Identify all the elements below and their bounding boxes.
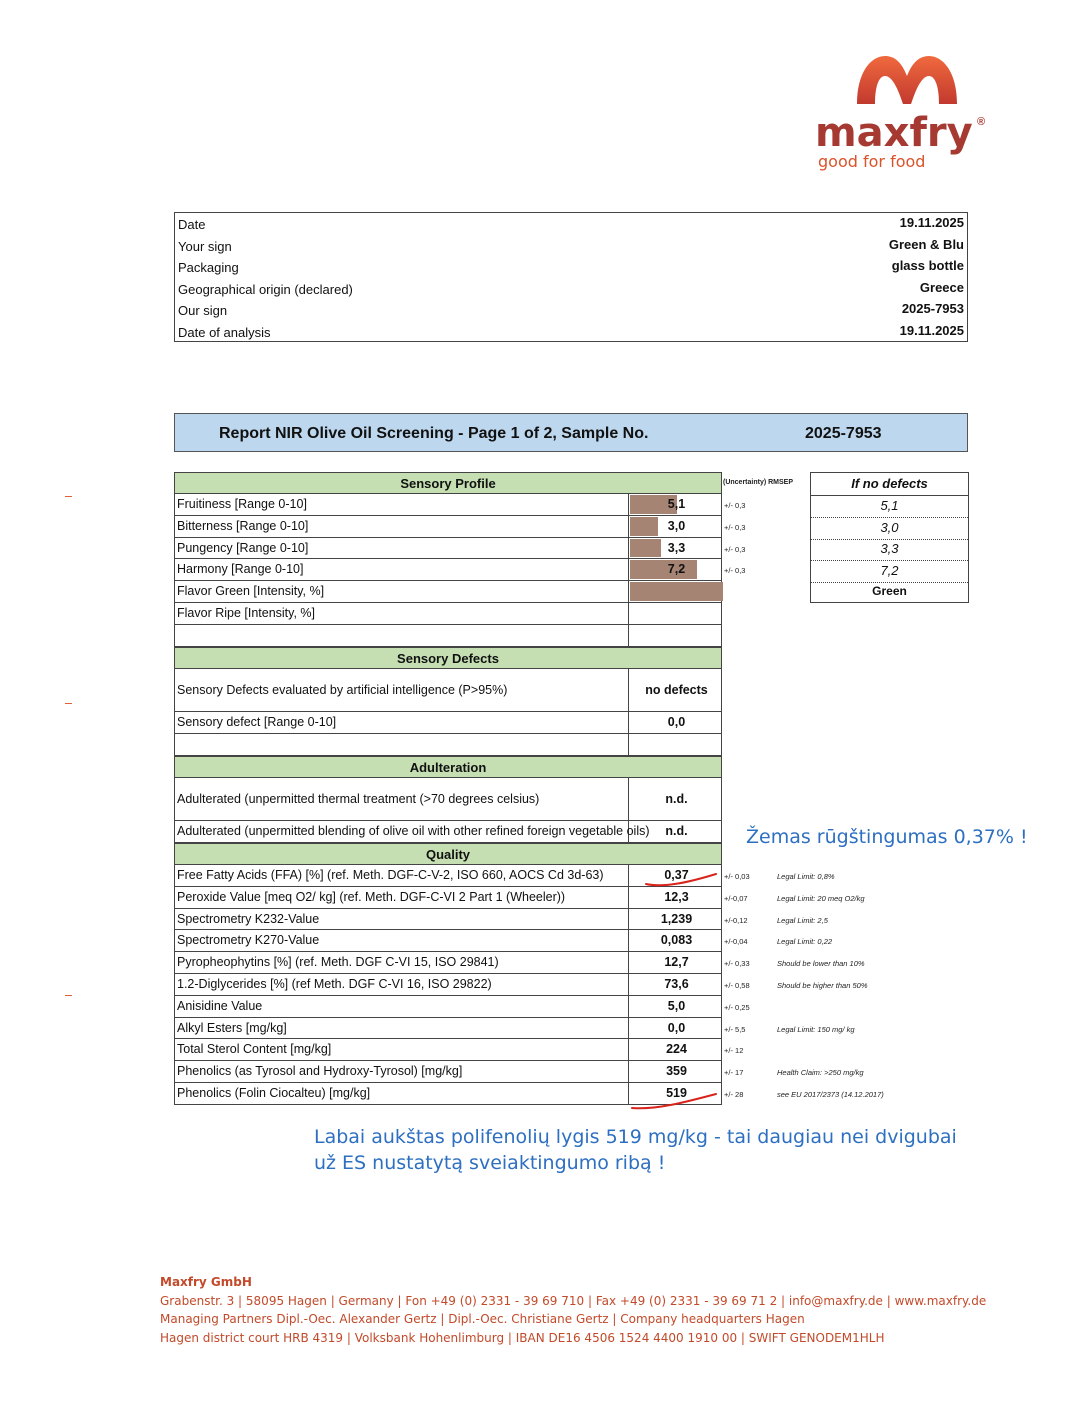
- row-label: Spectrometry K270-Value: [177, 933, 320, 948]
- row-label: Anisidine Value: [177, 998, 263, 1013]
- cell-divider: [628, 1018, 629, 1039]
- row-label: 1.2-Diglycerides [%] (ref Meth. DGF C-VI 16, ISO 29822): [177, 977, 492, 991]
- if-no-defects-value: 5,1: [811, 495, 968, 518]
- phenol-annotation-line2: už ES nustatytą sveiaktingumo ribą !: [314, 1152, 666, 1174]
- report-sample-number: 2025-7953: [805, 425, 882, 442]
- section-header: Quality: [174, 843, 722, 865]
- row-label: Pungency [Range 0-10]: [177, 540, 309, 555]
- footer: [160, 1273, 986, 1347]
- phenol-underline-mark: [626, 1090, 720, 1114]
- footer-registry: Hagen district court HRB 4319 | Volksbank Hohenlimburg | IBAN DE16 4506 1524 4400 1910 00 | SWIFT GENODEM1HLH: [160, 1330, 885, 1345]
- uncertainty-value: +/- 0,58: [724, 981, 750, 990]
- info-label: Date: [178, 217, 206, 232]
- cell-divider: [628, 952, 629, 973]
- uncertainty-value: +/- 0,33: [724, 959, 750, 969]
- if-no-defects-value: 7,2: [811, 560, 968, 583]
- cell-divider: [628, 778, 629, 820]
- uncertainty-value: +/-0,07: [724, 893, 748, 903]
- if-no-defects-value: 3,0: [811, 517, 968, 540]
- row-value: 224: [666, 1042, 687, 1057]
- uncertainty-value: +/- 0,3: [724, 544, 746, 554]
- defects-row: [174, 712, 722, 734]
- row-value: 12,7: [664, 955, 689, 970]
- cell-divider: [628, 669, 629, 711]
- info-value: 19.11.2025: [899, 323, 964, 338]
- cell-divider: [628, 538, 629, 559]
- row-label: Adulterated (unpermitted blending of olive oil with other refined foreign vegetable oils): [177, 824, 650, 838]
- sensory-row: [174, 603, 722, 625]
- logo-registered-mark: ®: [977, 116, 986, 128]
- adulteration-row: [174, 821, 722, 843]
- ffa-underline-mark: [640, 868, 720, 892]
- row-label: Flavor Green [Intensity, %]: [177, 584, 325, 599]
- sensory-row: [174, 494, 722, 516]
- row-label: Fruitiness [Range 0-10]: [177, 497, 307, 511]
- section-header: Adulteration: [174, 756, 722, 778]
- empty-row: [174, 625, 722, 647]
- row-value: 5,1: [667, 497, 686, 511]
- cell-divider: [628, 734, 629, 755]
- margin-mark: [65, 703, 72, 704]
- info-label: Our sign: [178, 303, 228, 319]
- row-label: Phenolics (Folin Ciocalteu) [mg/kg]: [177, 1086, 371, 1100]
- sample-info-table: [174, 212, 968, 342]
- report-title: Report NIR Olive Oil Screening - Page 1 of 2, Sample No.: [219, 425, 649, 442]
- margin-mark: [65, 995, 72, 996]
- row-value: 73,6: [664, 977, 689, 991]
- sensory-row: [174, 581, 722, 603]
- row-value: 3,3: [667, 540, 686, 555]
- info-row: [175, 278, 967, 300]
- quality-row: [174, 909, 722, 931]
- uncertainty-value: +/- 0,3: [724, 522, 746, 532]
- row-label: Harmony [Range 0-10]: [177, 562, 304, 577]
- logo-wordmark: maxfry: [815, 110, 973, 156]
- info-value: 19.11.2025: [899, 215, 964, 230]
- cell-divider: [628, 865, 629, 886]
- cell-divider: [628, 1061, 629, 1082]
- info-row: [175, 321, 967, 343]
- logo-mark-icon: [853, 52, 973, 108]
- row-label: Sensory Defects evaluated by artificial intelligence (P>95%): [177, 683, 508, 697]
- row-value: 0,0: [667, 715, 686, 729]
- row-label: Adulterated (unpermitted thermal treatment (>70 degrees celsius): [177, 792, 540, 806]
- info-label: Date of analysis: [178, 325, 271, 340]
- maxfry-logo: [815, 52, 995, 172]
- cell-divider: [628, 559, 629, 580]
- cell-divider: [628, 516, 629, 537]
- info-row: [175, 256, 967, 278]
- row-value: n.d.: [665, 824, 688, 838]
- row-label: Sensory defect [Range 0-10]: [177, 715, 337, 729]
- limit-note: Should be higher than 50%: [777, 981, 868, 990]
- cell-divider: [628, 625, 629, 646]
- cell-divider: [628, 996, 629, 1017]
- info-value: Green & Blu: [888, 236, 964, 252]
- cell-divider: [628, 930, 629, 951]
- footer-address: Grabenstr. 3 | 58095 Hagen | Germany | Fon +49 (0) 2331 - 39 69 710 | Fax +49 (0) 2331 - 39 69 71 2 | info@maxfry.de | www.maxfry.de: [160, 1293, 987, 1308]
- section-header: Sensory Profile: [174, 472, 722, 494]
- sensory-row: [174, 516, 722, 538]
- row-value: 0,37: [664, 868, 689, 882]
- uncertainty-value: +/- 0,3: [724, 501, 746, 510]
- cell-divider: [628, 712, 629, 733]
- sensory-row: [174, 559, 722, 581]
- limit-note: Legal Limit: 150 mg/ kg: [777, 1024, 855, 1034]
- if-no-defects-value: 3,3: [811, 538, 968, 561]
- row-label: Alkyl Esters [mg/kg]: [177, 1020, 287, 1035]
- quality-row: [174, 930, 722, 952]
- uncertainty-value: +/- 0,3: [724, 566, 746, 576]
- uncertainty-value: +/- 5,5: [724, 1024, 746, 1034]
- adulteration-row: [174, 778, 722, 821]
- uncertainty-value: +/-0,04: [724, 937, 748, 947]
- quality-row: [174, 996, 722, 1018]
- cell-divider: [628, 974, 629, 995]
- info-row: [175, 213, 967, 235]
- cell-divider: [628, 494, 629, 515]
- quality-row: [174, 974, 722, 996]
- row-value: 3,0: [667, 518, 686, 533]
- row-value: 1,239: [660, 911, 693, 926]
- info-value: 2025-7953: [901, 301, 964, 317]
- if-no-defects-box: [810, 472, 969, 603]
- info-value: glass bottle: [891, 258, 964, 274]
- info-row: [175, 235, 967, 257]
- row-label: Spectrometry K232-Value: [177, 911, 320, 926]
- cell-divider: [628, 581, 629, 602]
- logo-tagline: good for food: [818, 152, 926, 171]
- cell-divider: [628, 887, 629, 908]
- info-label: Your sign: [178, 238, 232, 254]
- row-value: 359: [666, 1064, 687, 1079]
- info-row: [175, 299, 967, 321]
- report-header: [174, 413, 968, 452]
- phenol-annotation-line1: Labai aukštas polifenolių lygis 519 mg/kg - tai daugiau nei dvigubai: [314, 1126, 957, 1148]
- limit-note: see EU 2017/2373 (14.12.2017): [777, 1090, 884, 1099]
- info-label: Geographical origin (declared): [178, 281, 353, 297]
- row-label: Flavor Ripe [Intensity, %]: [177, 606, 316, 620]
- row-label: Phenolics (as Tyrosol and Hydroxy-Tyrosol) [mg/kg]: [177, 1064, 463, 1079]
- limit-note: Legal Limit: 0,8%: [777, 872, 835, 881]
- cell-divider: [628, 603, 629, 624]
- footer-partners: Managing Partners Dipl.-Oec. Alexander Gertz | Dipl.-Oec. Christiane Gertz | Company headquarters Hagen: [160, 1312, 805, 1326]
- footer-company: Maxfry GmbH: [160, 1275, 252, 1289]
- limit-note: Health Claim: >250 mg/kg: [777, 1068, 864, 1078]
- row-value: 0,0: [667, 1020, 686, 1035]
- row-label: Total Sterol Content [mg/kg]: [177, 1042, 332, 1057]
- cell-divider: [628, 909, 629, 930]
- info-label: Packaging: [178, 260, 239, 276]
- row-label: Bitterness [Range 0-10]: [177, 518, 309, 533]
- row-value: no defects: [645, 683, 708, 697]
- limit-note: Should be lower than 10%: [777, 959, 865, 969]
- limit-note: Legal Limit: 2,5: [777, 915, 828, 925]
- uncertainty-header: (Uncertainty) RMSEP: [723, 479, 794, 486]
- uncertainty-value: +/- 17: [724, 1068, 744, 1078]
- uncertainty-value: +/- 28: [724, 1090, 744, 1099]
- if-no-defects-header: If no defects: [811, 473, 968, 496]
- margin-mark: [65, 496, 72, 497]
- ffa-annotation: Žemas rūgštingumas 0,37% !: [746, 826, 1028, 848]
- quality-row: [174, 1039, 722, 1061]
- limit-note: Legal Limit: 20 meq O2/kg: [777, 893, 865, 903]
- limit-note: Legal Limit: 0,22: [777, 937, 833, 947]
- quality-row: [174, 952, 722, 974]
- sensory-row: [174, 538, 722, 560]
- quality-row: [174, 1018, 722, 1040]
- score-bar: [630, 582, 723, 601]
- row-label: Free Fatty Acids (FFA) [%] (ref. Meth. DGF-C-V-2, ISO 660, AOCS Cd 3d-63): [177, 868, 604, 882]
- row-label: Pyropheophytins [%] (ref. Meth. DGF C-VI 15, ISO 29841): [177, 955, 499, 970]
- cell-divider: [628, 1039, 629, 1060]
- row-value: 519: [666, 1086, 687, 1100]
- info-value: Greece: [919, 279, 964, 295]
- row-value: 7,2: [667, 562, 686, 577]
- uncertainty-value: +/- 0,25: [724, 1002, 750, 1012]
- row-value: n.d.: [665, 792, 688, 806]
- defects-row: [174, 669, 722, 712]
- row-value: 5,0: [667, 998, 686, 1013]
- row-value: 0,083: [660, 933, 693, 948]
- uncertainty-value: +/- 12: [724, 1046, 744, 1056]
- row-value: 12,3: [664, 889, 689, 904]
- quality-row: [174, 1061, 722, 1083]
- empty-row: [174, 734, 722, 756]
- if-no-defects-value: Green: [872, 584, 907, 599]
- row-label: Peroxide Value [meq O2/ kg] (ref. Meth. DGF-C-VI 2 Part 1 (Wheeler)): [177, 889, 566, 904]
- uncertainty-value: +/-0,12: [724, 915, 748, 925]
- uncertainty-value: +/- 0,03: [724, 872, 750, 881]
- section-header: Sensory Defects: [174, 647, 722, 669]
